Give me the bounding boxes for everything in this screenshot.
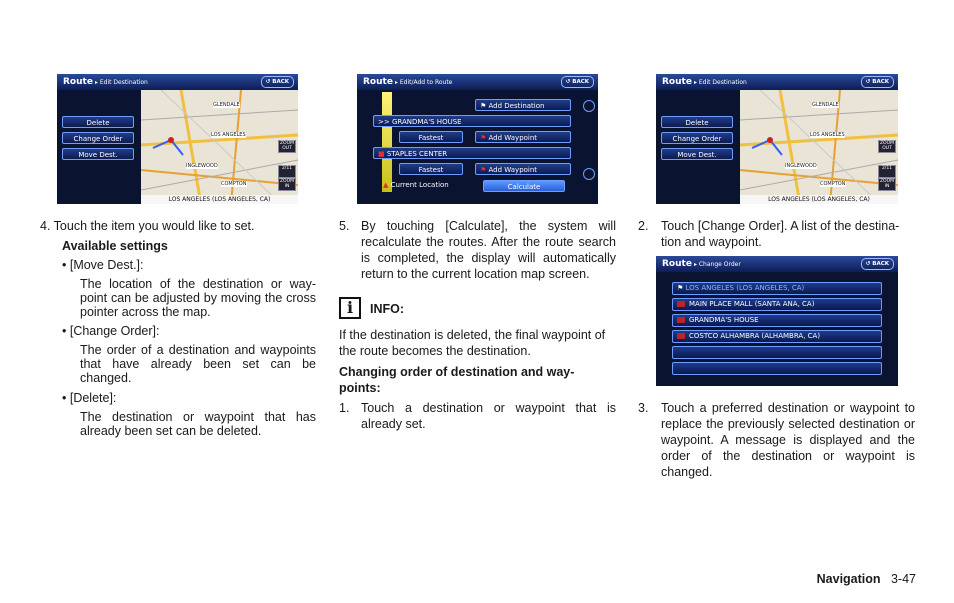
- zoom-in-button[interactable]: ZOOM IN: [879, 179, 895, 189]
- change-order-button[interactable]: Change Order: [661, 132, 733, 144]
- setting-move-dest-text: The location of the destination or way-point can be adjusted by moving the cross pointer across the map.: [80, 277, 316, 319]
- add-waypoint-button-1[interactable]: ⚑ Add Waypoint: [475, 131, 571, 143]
- screenshot-edit-destination-1: [57, 74, 298, 204]
- list-item[interactable]: MAIN PLACE MALL (SANTA ANA, CA): [672, 298, 882, 311]
- move-dest-button[interactable]: Move Dest.: [62, 148, 134, 160]
- flag-icon: [677, 301, 685, 307]
- setting-change-order-text: The order of a destination and waypoints that have already been set can be changed.: [80, 343, 316, 385]
- screen-title: Route: [662, 77, 692, 87]
- screen-subtitle: ▸ Change Order: [693, 261, 741, 268]
- change-order-button[interactable]: Change Order: [62, 132, 134, 144]
- step-2-number: 2.: [638, 219, 649, 233]
- flag-icon: [677, 317, 685, 323]
- step-3-number: 3.: [638, 401, 649, 415]
- list-item[interactable]: GRANDMA'S HOUSE: [672, 314, 882, 327]
- route-point-staples-center[interactable]: ■ STAPLES CENTER: [373, 147, 571, 159]
- setting-change-order-label: • [Change Order]:: [62, 324, 160, 338]
- setting-delete-text: The destination or waypoint that has already been set can be deleted.: [80, 410, 316, 438]
- map-place-compton: COMPTON: [221, 181, 247, 187]
- setting-move-dest-label: • [Move Dest.]:: [62, 258, 144, 272]
- fastest-button-1[interactable]: Fastest: [399, 131, 463, 143]
- step-1-text: Touch a destination or waypoint that is already set.: [361, 401, 616, 431]
- map-scale: 2/11: [278, 165, 296, 178]
- screenshot-edit-add-route: [357, 74, 598, 204]
- list-item-empty[interactable]: [672, 346, 882, 359]
- step-5-number: 5.: [339, 219, 350, 233]
- calculate-button[interactable]: Calculate: [483, 180, 565, 192]
- list-item-empty[interactable]: [672, 362, 882, 375]
- page-number: 3-47: [890, 572, 916, 586]
- zoom-out-button[interactable]: ZOOM OUT: [279, 141, 295, 151]
- back-button[interactable]: ↺ BACK: [861, 76, 894, 88]
- screen-title-bar: [656, 256, 898, 272]
- step-2-text: Touch [Change Order]. A list of the destina-tion and waypoint.: [661, 219, 900, 249]
- page-footer: [817, 572, 916, 586]
- zoom-out-button[interactable]: ZOOM OUT: [879, 141, 895, 151]
- map-location-footer: LOS ANGELES (LOS ANGELES, CA): [740, 195, 898, 204]
- zoom-in-button[interactable]: ZOOM IN: [279, 179, 295, 189]
- map-place-inglewood: INGLEWOOD: [186, 163, 218, 169]
- screen-subtitle: ▸ Edit Destination: [94, 79, 148, 86]
- route-line: [382, 92, 392, 192]
- screen-title: Route: [363, 77, 393, 87]
- map-view[interactable]: [740, 90, 898, 204]
- screenshot-change-order: [656, 256, 898, 386]
- back-button[interactable]: ↺ BACK: [561, 76, 594, 88]
- delete-button[interactable]: Delete: [62, 116, 134, 128]
- flag-icon: [677, 333, 685, 339]
- scroll-down-icon[interactable]: [583, 168, 595, 180]
- map-place-glendale: GLENDALE: [213, 102, 240, 108]
- map-place-compton: COMPTON: [820, 181, 846, 187]
- screen-title-bar: [57, 74, 298, 90]
- screen-title: Route: [63, 77, 93, 87]
- map-location-footer: LOS ANGELES (LOS ANGELES, CA): [141, 195, 298, 204]
- scroll-up-icon[interactable]: [583, 100, 595, 112]
- screenshot-edit-destination-2: [656, 74, 898, 204]
- map-place-los-angeles: LOS ANGELES: [211, 132, 246, 138]
- add-destination-button[interactable]: ⚑ Add Destination: [475, 99, 571, 111]
- screen-title-bar: [357, 74, 598, 90]
- map-view[interactable]: [141, 90, 298, 204]
- list-item[interactable]: ⚑ LOS ANGELES (LOS ANGELES, CA): [672, 282, 882, 295]
- move-dest-button[interactable]: Move Dest.: [661, 148, 733, 160]
- map-place-inglewood: INGLEWOOD: [785, 163, 817, 169]
- available-settings-heading: Available settings: [62, 239, 168, 253]
- footer-section: Navigation: [816, 572, 881, 586]
- step-3-text: Touch a preferred destination or waypoint to replace the previously selected destination or waypoint. A message is displayed and the order of the destination or waypoint is changed.: [661, 401, 915, 479]
- route-point-grandmas-house[interactable]: >> GRANDMA'S HOUSE: [373, 115, 571, 127]
- step-1-number: 1.: [339, 401, 350, 415]
- screen-title: Route: [662, 259, 692, 269]
- screen-title-bar: [656, 74, 898, 90]
- info-text: If the destination is deleted, the final waypoint of the route becomes the destination.: [339, 328, 606, 358]
- info-icon: i: [339, 297, 361, 319]
- screen-subtitle: ▸ Edit/Add to Route: [394, 79, 453, 86]
- map-scale: 2/11: [878, 165, 896, 178]
- step-4: 4. Touch the item you would like to set.: [40, 219, 255, 233]
- back-button[interactable]: ↺ BACK: [261, 76, 294, 88]
- info-title: INFO:: [370, 302, 405, 316]
- fastest-button-2[interactable]: Fastest: [399, 163, 463, 175]
- screen-subtitle: ▸ Edit Destination: [693, 79, 747, 86]
- setting-delete-label: • [Delete]:: [62, 391, 117, 405]
- step-5-text: By touching [Calculate], the system will recalculate the routes. After the route search is completed, the display will automatically return to the current location map screen.: [361, 219, 616, 281]
- delete-button[interactable]: Delete: [661, 116, 733, 128]
- map-place-glendale: GLENDALE: [812, 102, 839, 108]
- current-location-label: ▲ Current Location: [383, 181, 449, 189]
- list-item[interactable]: COSTCO ALHAMBRA (ALHAMBRA, CA): [672, 330, 882, 343]
- map-place-los-angeles: LOS ANGELES: [810, 132, 845, 138]
- add-waypoint-button-2[interactable]: ⚑ Add Waypoint: [475, 163, 571, 175]
- change-order-heading: Changing order of destination and way-points:: [339, 365, 575, 395]
- back-button[interactable]: ↺ BACK: [861, 258, 894, 270]
